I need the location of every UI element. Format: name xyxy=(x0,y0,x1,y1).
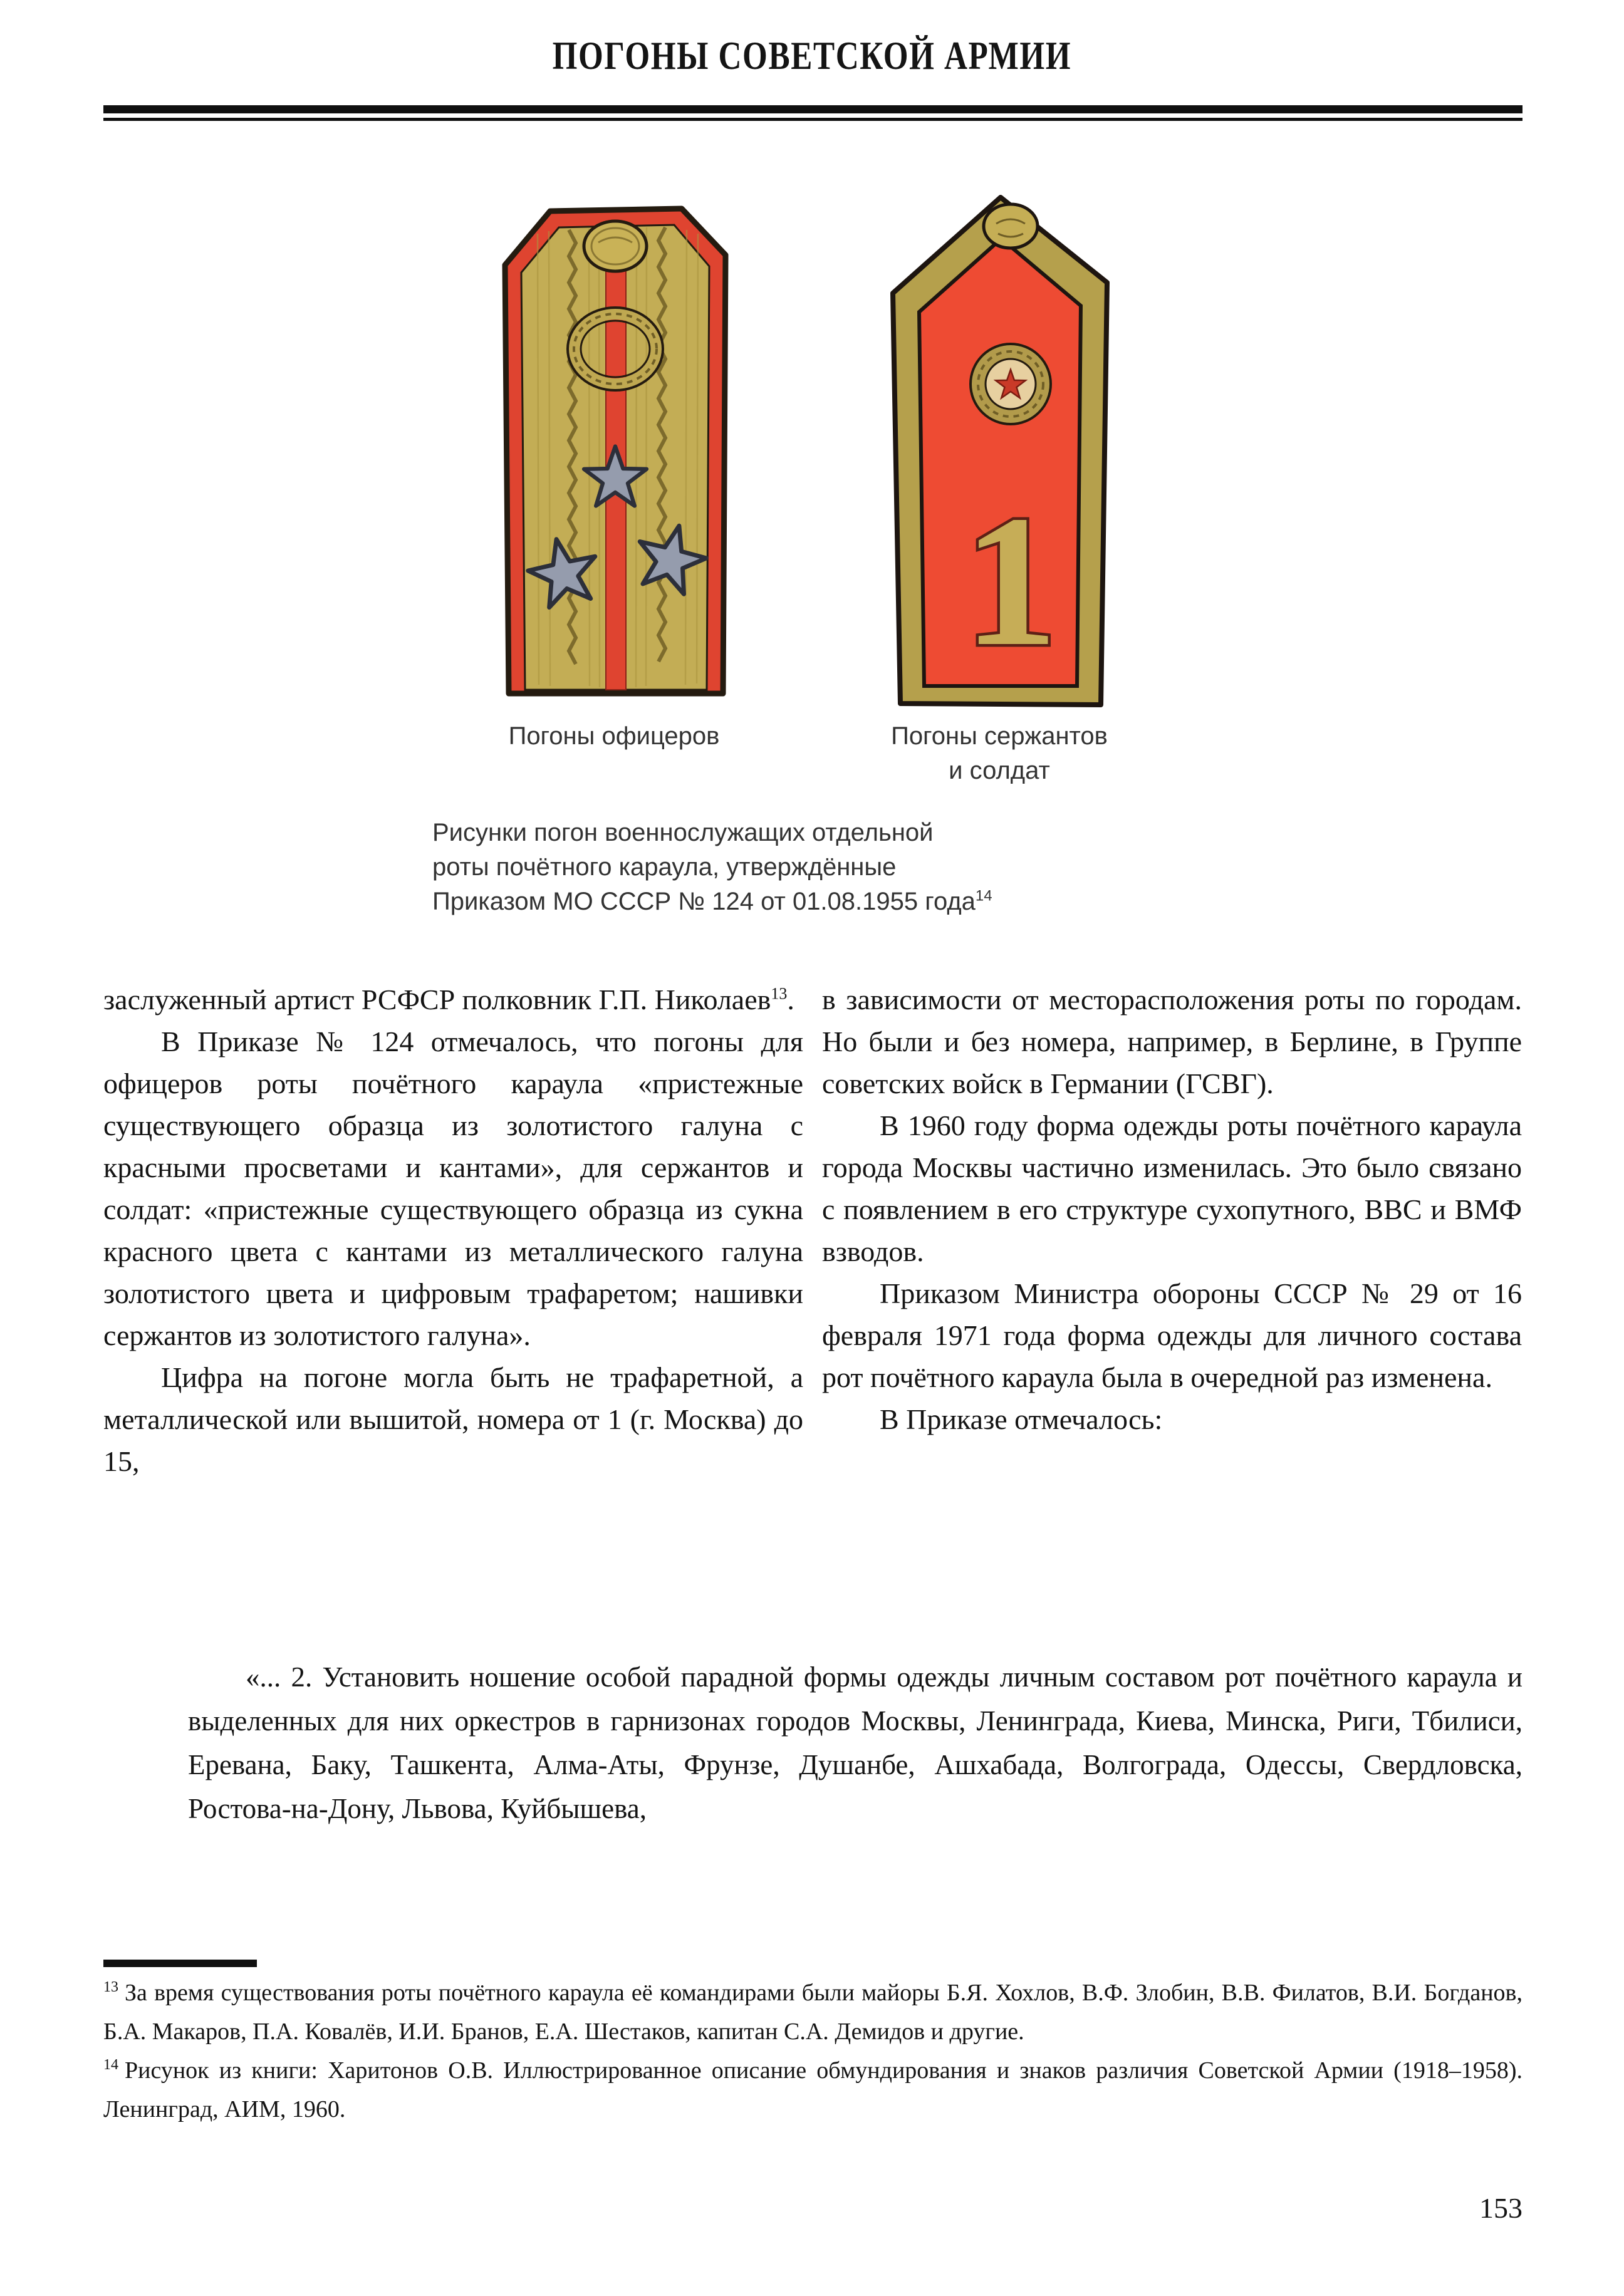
footnote-marker-13: 13 xyxy=(103,1979,118,1996)
sergeant-pogon-caption: Погоны сержантов и солдат xyxy=(891,722,1108,784)
footnote-ref-13: 13 xyxy=(771,984,788,1003)
paragraph: заслуженный артист РСФСР полковник Г.П. Николаев$^{13}$. xyxy=(103,984,794,1016)
button-icon xyxy=(584,221,647,271)
paragraph: Приказом Министра обороны СССР № 29 от 16 февраля 1971 года форма одежды для личного состава рот почётного караула была в очередной раз изменена. xyxy=(822,1277,1522,1393)
quote-paragraph: «... 2. Установить ношение особой парадной формы одежды личным составом рот почётного караула и выделенных для них оркестров в гарнизонах городов Москвы, Ленинграда, Киева, Минска, Риги, Тбилиси, Еревана, Баку, Ташкента, Алма-Аты, Фрунзе, Душанбе, Ашхабада, Волгограда, Одессы, Свердловска, Ростова-на-Дону, Львова, Куйбышева, xyxy=(188,1661,1522,1824)
paragraph: В 1960 году форма одежды роты почётного караула города Москвы частично изменилась. Это было связано с появлением в его структуре сухопутного, ВВС и ВМФ взводов. xyxy=(822,1109,1522,1267)
sergeant-pogon-figure xyxy=(868,177,1128,716)
figure-caption-line: Приказом МО СССР № 124 от 01.08.1955 года$^{14}$ xyxy=(432,887,992,915)
figure-caption-block xyxy=(432,816,1215,919)
body-right-column xyxy=(822,979,1522,1482)
figure-caption-line: Рисунки погон военнослужащих отдельной xyxy=(432,819,934,846)
sergeant-pogon-illustration xyxy=(868,177,1128,713)
company-number-numeral: 1 xyxy=(964,477,1058,685)
footnote-separator-rule xyxy=(103,1960,257,1967)
footnote: $^{14}$ Рисунок из книги: Харитонов О.В. Иллюстрированное описание обмундирования и знаков различия Советской Армии (1918–1958). Ленинград, АИМ, 1960. xyxy=(103,2057,1522,2122)
order-quote-block xyxy=(188,1655,1522,1831)
page-title: ПОГОНЫ СОВЕТСКОЙ АРМИИ xyxy=(552,33,1072,78)
footnote: $^{13}$ За время существования роты почётного караула её командирами были майоры Б.Я. Хохлов, В.Ф. Злобин, В.В. Филатов, В.И. Богданов, Б.А. Макаров, П.А. Ковалёв, И.И. Бранов, Е.А. Шестаков, капитан С.А. Демидов и другие. xyxy=(103,1979,1522,2045)
header-rule-thin xyxy=(103,118,1522,121)
body-left-column xyxy=(103,979,803,1482)
wreath-star-emblem-icon xyxy=(971,344,1051,424)
header-rule-thick xyxy=(103,105,1522,113)
footnotes-block xyxy=(103,1973,1522,2129)
footnote-marker-14: 14 xyxy=(103,2057,118,2074)
paragraph: В Приказе отмечалось: xyxy=(880,1403,1163,1435)
paragraph: Цифра на погоне могла быть не трафаретной, а металлической или вышитой, номера от 1 (г. Москва) до 15, xyxy=(103,1361,803,1477)
figure-caption-line: роты почётного караула, утверждённые xyxy=(432,853,897,881)
button-icon xyxy=(984,204,1038,248)
page-number: 153 xyxy=(1479,2192,1522,2224)
officer-pogon-figure xyxy=(489,185,742,708)
officer-pogon-illustration xyxy=(489,185,742,705)
paragraph: В Приказе № 124 отмечалось, что погоны для офицеров роты почётного караула «пристежные существующего образца из золотистого галуна с красными просветами и кантами», для сержантов и солдат: «пристежные существующего образца из сукна красного цвета с кантами из металлического галуна золотистого цвета и цифровым трафаретом; нашивки сержантов из золотистого галуна». xyxy=(103,1026,803,1351)
officer-pogon-caption: Погоны офицеров xyxy=(508,722,720,750)
body-text xyxy=(103,979,1522,1482)
paragraph: в зависимости от месторасположения роты по городам. Но были и без номера, например, в Берлине, в Группе советских войск в Германии (ГСВГ). xyxy=(822,984,1522,1099)
page-header xyxy=(0,33,1624,79)
footnote-ref-14: 14 xyxy=(975,887,992,905)
